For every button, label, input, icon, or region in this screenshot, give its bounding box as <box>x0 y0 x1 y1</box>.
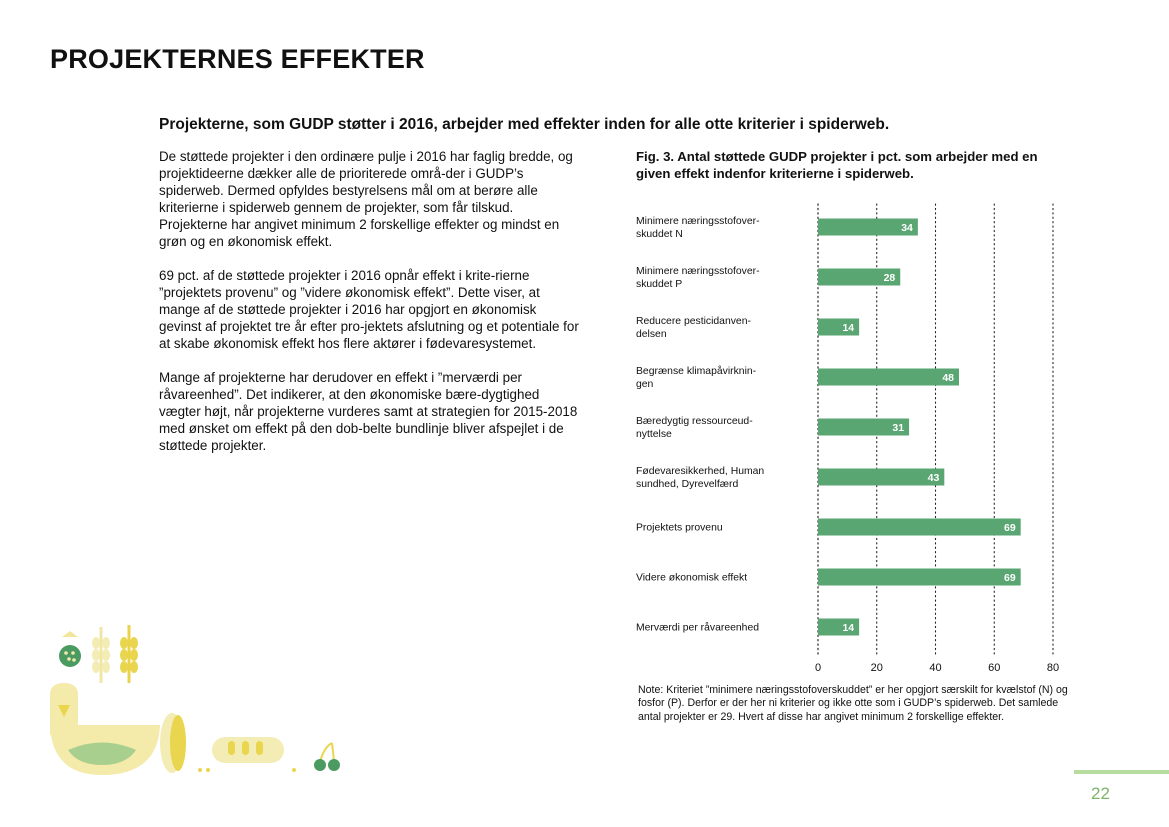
category-label-line: Projektets provenu <box>636 522 723 534</box>
section-subtitle: Projekterne, som GUDP støtter i 2016, arbejder med effekter inden for alle otte kriterier i spiderweb. <box>159 116 890 133</box>
bottle-bowl-icon <box>50 683 160 775</box>
page-number: 22 <box>1091 784 1110 803</box>
cherries-icon <box>314 743 340 771</box>
food-illustration <box>40 615 360 785</box>
page-title: PROJEKTERNES EFFEKTER <box>50 44 425 74</box>
category-label <box>636 523 723 534</box>
data-label: 69 <box>1004 572 1016 584</box>
category-label <box>636 316 751 340</box>
paragraph: Mange af projekterne har derudover en effekt i ”merværdi per råvareenhed”. Det indikerer, at den økonomiske bære-dygtighed vægter højt, når projekterne vurderes samt at strategien for 2015-2018 med ønsket om effekt på den dob-belte bundlinje bliver afspejlet i de støttede projekter. <box>159 370 578 453</box>
x-tick-label: 20 <box>870 662 883 674</box>
data-label: 14 <box>842 322 855 334</box>
category-label <box>636 216 760 240</box>
category-label-line: gen <box>636 379 654 390</box>
x-tick-label: 60 <box>988 662 1001 674</box>
data-label: 28 <box>883 272 896 284</box>
category-label-line: Minimere næringsstofover- <box>636 266 760 277</box>
paragraph: 69 pct. af de støttede projekter i 2016 opnår effekt i krite-rierne ”projektets provenu” og ”videre økonomisk effekt”. Dette viser, at mange af de støttede projekter i 2016 har opgjort en økonomisk gevinst af projektet tre år efter pro-jektets afslutning og et potentiale for at skabe økonomisk effekt hos flere aktører i fødevaresystemet. <box>159 268 579 351</box>
category-label-line: Minimere næringsstofover- <box>636 216 760 227</box>
data-label: 48 <box>942 372 954 384</box>
footer-rule <box>1074 770 1169 774</box>
category-label-line: nyttelse <box>636 429 672 440</box>
category-label-line: skuddet N <box>636 229 683 240</box>
category-label-line: Videre økonomisk effekt <box>636 572 748 584</box>
category-label <box>636 266 760 290</box>
category-label <box>636 466 764 490</box>
figure-note: Note: Kriteriet ”minimere næringsstofoverskuddet” er her opgjort særskilt for kvælstof (N) og fosfor (P). Derfor er der her ni kriterier og ikke otte som i GUDP’s spiderweb. Det samlede antal projekter er 29. Hvert af disse har angivet minimum 2 forskellige effekter. <box>638 684 1068 723</box>
bread-icon <box>198 737 296 772</box>
data-label: 31 <box>892 422 905 434</box>
bar <box>818 569 1021 586</box>
category-label-line: Reducere pesticidanven- <box>636 316 751 327</box>
corn-icon <box>160 713 186 773</box>
x-tick-label: 0 <box>814 662 822 674</box>
category-label <box>636 573 747 584</box>
data-label: 43 <box>927 472 940 484</box>
hop-icon <box>59 631 81 667</box>
paragraph: De støttede projekter i den ordinære pulje i 2016 har faglig bredde, og projektideerne dækker alle de prioriterede områ-der i GUDP’s spiderweb. Dermed opfyldes bestyrelsens mål om at berøre alle kriterierne i spiderweb gennem de projekter, som får tilskud. Projekterne har angivet minimum 2 forskellige effekter og mindst en grøn og en økonomisk effekt. <box>159 149 573 249</box>
bar <box>818 469 944 486</box>
bar <box>818 369 959 386</box>
category-label <box>636 416 753 440</box>
data-label: 14 <box>842 622 855 634</box>
category-label-line: Merværdi per råvareenhed <box>636 622 760 634</box>
category-label-line: delsen <box>636 329 667 340</box>
wheat-icon <box>92 625 138 683</box>
category-label-line: Bæredygtig ressourceud- <box>636 416 753 427</box>
category-label <box>636 365 756 390</box>
category-label-line: sundhed, Dyrevelfærd <box>636 479 739 490</box>
data-label: 34 <box>901 222 913 234</box>
category-label-line: Begrænse klimapåvirknin- <box>636 366 757 377</box>
category-label <box>636 622 759 634</box>
x-tick-label: 40 <box>929 662 942 674</box>
bar <box>818 519 1021 536</box>
figure-title: Fig. 3. Antal støttede GUDP projekter i pct. som arbejder med en given effekt indenfor kriterierne i spiderweb. <box>636 149 1038 181</box>
category-label-line: Fødevaresikkerhed, Human <box>636 466 765 477</box>
data-label: 69 <box>1004 522 1016 534</box>
x-tick-label: 80 <box>1046 662 1060 674</box>
category-label-line: skuddet P <box>636 279 683 290</box>
